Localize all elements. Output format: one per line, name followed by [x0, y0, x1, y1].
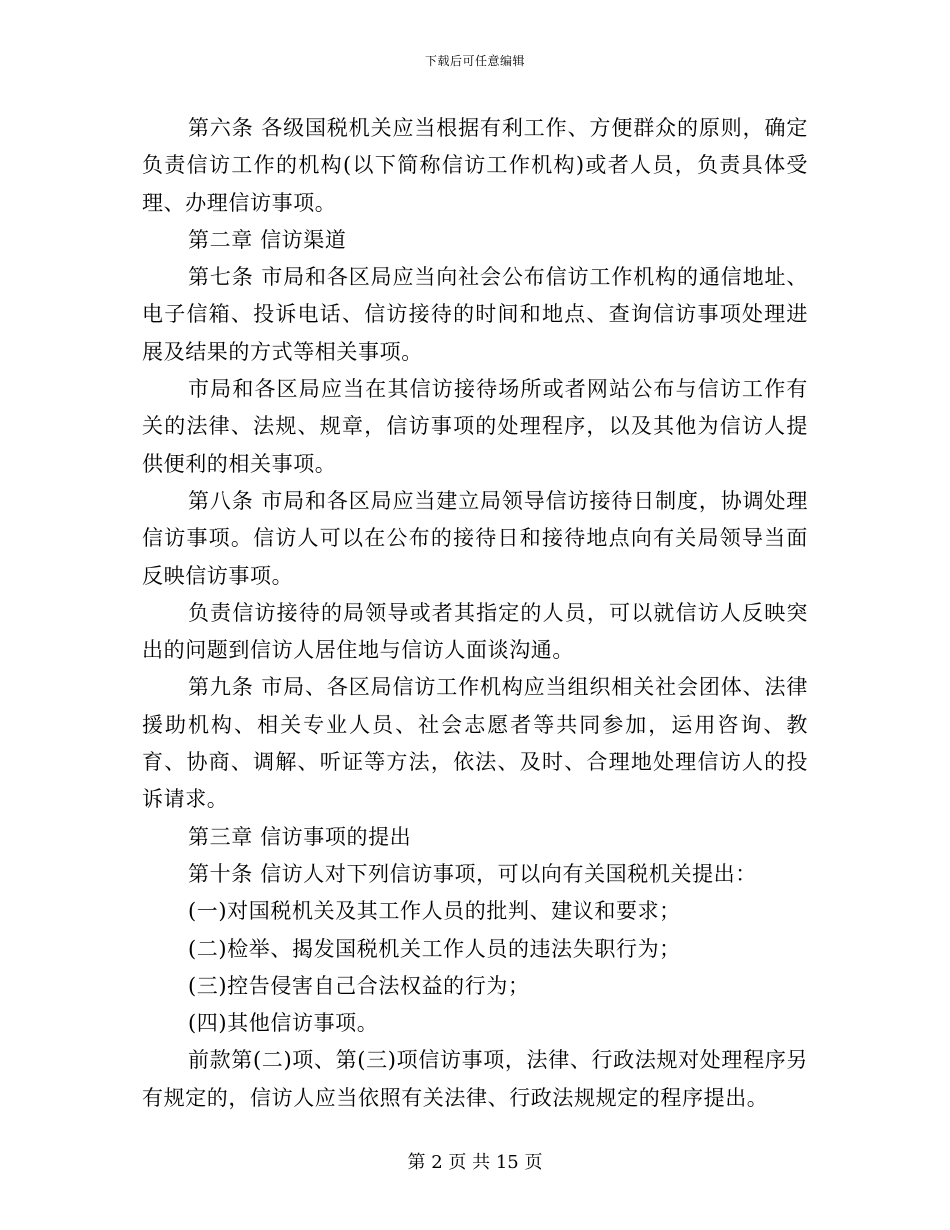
list-item-4: (四)其他信访事项。 [188, 1011, 379, 1036]
article-7-paragraph: 第七条 市局和各区局应当向社会公布信访工作机构的通信地址、电子信箱、投诉电话、信访接待的时间和地点、查询信访事项处理进展及结果的方式等相关事项。 [142, 265, 808, 364]
article-10-paragraph: 第十条 信访人对下列信访事项，可以向有关国税机关提出： [188, 861, 757, 886]
chapter-3-heading: 第三章 信访事项的提出 [188, 824, 412, 849]
article-8-paragraph: 第八条 市局和各区局应当建立局领导信访接待日制度，协调处理信访事项。信访人可以在公布的接待日和接待地点向有关局领导当面反映信访事项。 [142, 488, 808, 588]
list-item-1: (一)对国税机关及其工作人员的批判、建议和要求； [188, 899, 681, 924]
article-6-paragraph: 第六条 各级国税机关应当根据有利工作、方便群众的原则，确定负责信访工作的机构(以下简称信访工作机构)或者人员，负责具体受理、办理信访事项。 [142, 116, 808, 215]
chapter-2-heading: 第二章 信访渠道 [188, 227, 347, 252]
page-header: 下载后可任意编辑 [424, 54, 525, 68]
list-item-2: (二)检举、揭发国税机关工作人员的违法失职行为； [188, 936, 681, 961]
article-8-continuation: 负责信访接待的局领导或者其指定的人员，可以就信访人反映突出的问题到信访人居住地与信访人面谈沟通。 [142, 600, 808, 663]
page-number: 第 2 页 共 15 页 [407, 1152, 543, 1173]
page-footer [0, 1152, 950, 1174]
article-9-paragraph: 第九条 市局、各区局信访工作机构应当组织相关社会团体、法律援助机构、相关专业人员、社会志愿者等共同参加，运用咨询、教育、协商、调解、听证等方法，依法、及时、合理地处理信访人的投诉请求。 [142, 675, 808, 812]
document-body [142, 110, 808, 1117]
article-10-note: 前款第(二)项、第(三)项信访事项，法律、行政法规对处理程序另有规定的，信访人应当依照有关法律、行政法规规定的程序提出。 [142, 1048, 808, 1110]
article-7-continuation: 市局和各区局应当在其信访接待场所或者网站公布与信访工作有关的法律、法规、规章，信访事项的处理程序，以及其他为信访人提供便利的相关事项。 [142, 377, 808, 476]
list-item-3: (三)控告侵害自己合法权益的行为； [188, 973, 530, 998]
